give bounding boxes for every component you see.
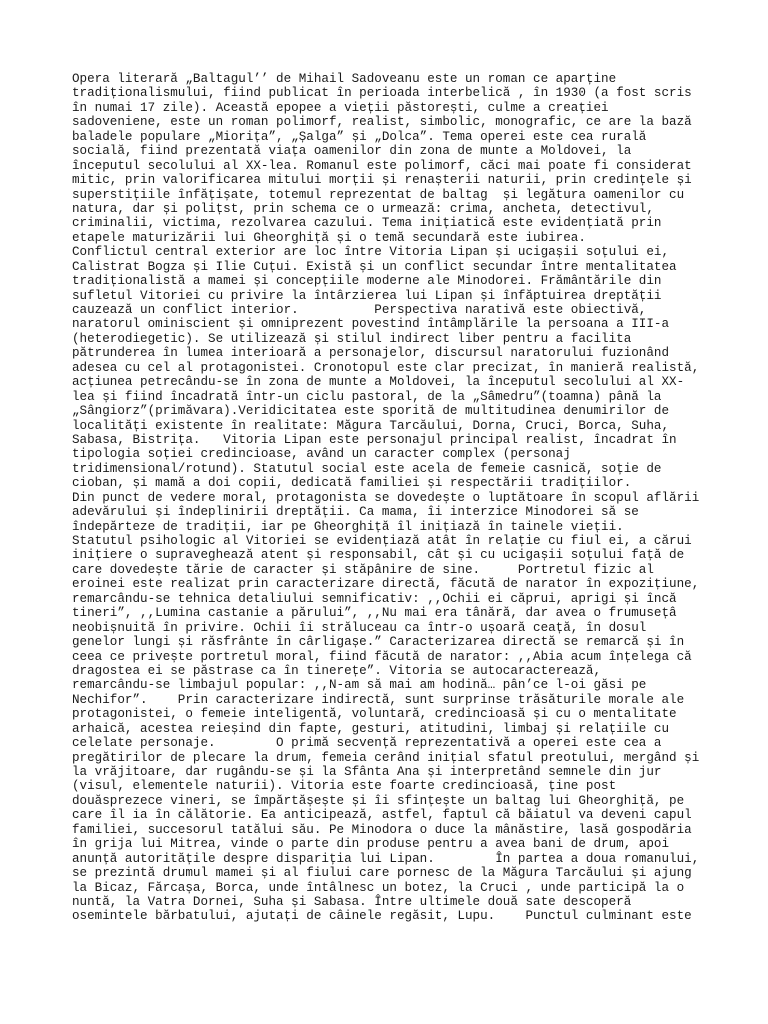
text-line: etapele maturizării lui Gheorghiță și o temă secundară este iubirea. [72,230,586,245]
text-line: natura, dar și polițst, prin schema ce o urmează: crima, ancheta, detectivul, [72,201,654,216]
text-line: remarcându-se tehnica detaliului semnificativ: ,,Ochii ei căprui, aprigi și încă [72,591,677,606]
text-line: în numai 17 zile). Această epopee a vieții păstorești, culme a creației [72,100,609,115]
text-line: eroinei este realizat prin caracterizare directă, făcută de narator în expozițiune, [72,577,700,592]
text-line: nuntă, la Vatra Dornei, Suha și Sabasa. Între ultimele două sate descoperă [72,894,632,909]
text-line: osemintele bărbatului, ajutați de câinele regăsit, Lupu. Punctul culminant este [72,909,692,924]
text-line: genelor lungi și răsfrânte în cârligașe.” Caracterizarea directă se remarcă și în [72,635,685,650]
text-line: douăsprezece vineri, se împărtășește și îi sfințește un baltag lui Gheorghiță, pe [72,793,685,808]
text-line: cioban, și mamă a doi copii, dedicată familiei și respectării tradițiilor. [72,476,632,491]
document-body-text [72,72,712,924]
text-line: naratorul ominiscient și omniprezent povestind întâmplările la persoana a III-a [72,317,670,332]
text-line: criminalii, victima, rezolvarea cazului. Tema inițiatică este evidențiată prin [72,216,662,231]
text-line: Sabasa, Bistrița. Vitoria Lipan este personajul principal realist, încadrat în [72,432,677,447]
text-line: tradiționalistă a mamei și concepțiile moderne ale Minodorei. Frământările din [72,274,662,289]
text-line: se prezintă drumul mamei și al fiului care pornesc de la Măgura Tarcăului și ajung [72,866,692,881]
text-line: tradiționalismului, fiind publicat în perioada interbelică , în 1930 (a fost scris [72,86,692,101]
text-line: inițiere o supraveghează atent și responsabil, cât și cu ucigașii soțului față de [72,548,685,563]
text-line: dragostea ei se păstrase ca în tinerețe”. Vitoria se autocaracterează, [72,663,602,678]
text-line: cauzează un conflict interior. Perspectiva narativă este obiectivă, [72,303,647,317]
text-line: Nechifor”. Prin caracterizare indirectă, sunt surprinse trăsăturile morale ale [72,692,685,707]
text-line: Opera literară „Baltagul’’ de Mihail Sadoveanu este un roman ce aparține [72,72,617,86]
text-line: ceea ce privește portretul moral, fiind făcută de narator: ,,Abia acum înțelega că [72,649,692,664]
text-line: Conflictul central exterior are loc între Vitoria Lipan și ucigașii soțului ei, [72,245,670,260]
text-line: anunță autoritățile despre dispariția lui Lipan. În partea a doua romanului, [72,851,700,866]
text-line: pătrunderea în lumea interioară a personajelor, discursul naratorului fuzionând [72,346,670,361]
text-line: neobișnuită în privire. Ochii îi străluceau ca într-o ușoară ceață, în dosul [72,620,647,635]
text-line: protagonistei, o femeie inteligentă, voluntară, credincioasă și cu o mentalitate [72,707,677,722]
text-line: adesea cu cel al protagonistei. Cronotopul este clar precizat, în manieră realistă, [72,360,700,375]
text-line: (visul, elementele naturii). Vitoria este foarte credincioasă, ține post [72,779,617,794]
text-line: tridimensional/rotund). Statutul social este acela de femeie casnică, soție de [72,461,662,476]
text-line: localități existente în realitate: Măgura Tarcăului, Dorna, Cruci, Borca, Suha, [72,418,670,433]
text-line: sufletul Vitoriei cu privire la întârzierea lui Lipan și înfăptuirea dreptății [72,288,662,303]
text-line: celelate personaje. O primă secvență reprezentativă a operei este cea a [72,736,662,751]
text-line: socială, fiind prezentată viața oamenilor din zona de munte a Moldovei, la [72,144,632,159]
text-line: tineri”, ,,Lumina castanie a părului”, ,,Nu mai era tânără, dar avea o frumusețâ [72,606,677,621]
text-line: pregătirilor de plecare la drum, femeia cerând inițial sfatul preotului, mergând și [72,750,700,765]
text-line: sadoveniene, este un roman polimorf, realist, simbolic, monografic, ce are la bază [72,115,692,130]
text-line: arhaică, acestea reieșind din fapte, gesturi, atitudini, limbaj și relațiile cu [72,721,670,736]
text-line: care dovedește tărie de caracter și stăpânire de sine. Portretul fizic al [72,562,654,577]
text-line: Statutul psihologic al Vitoriei se evidențiază atât în relație cu fiul ei, a cărui [72,534,692,548]
text-line: la vrăjitoare, dar rugându-se și la Sfânta Ana și interpretând semnele din jur [72,765,662,779]
text-line: îndepărteze de tradiții, iar pe Gheorghiță îl inițiază în tainele vieții. [72,519,624,534]
text-line: Din punct de vedere moral, protagonista se dovedește o luptătoare în scopul aflării [72,490,700,505]
text-line: începutul secolului al XX-lea. Romanul este polimorf, căci mai poate fi considerat [72,158,692,173]
text-line: adevărului și îndeplinirii dreptății. Ca mama, îi interzice Minodorei să se [72,505,639,520]
text-line: baladele populare „Miorița”, „Șalga” și „Dolca”. Tema operei este cea rurală [72,129,647,144]
text-line: tipologia soției credincioase, având un caracter complex (personaj [72,447,571,462]
text-line: „Sângiorz”(primăvara).Veridicitatea este sporită de multitudinea denumirilor de [72,404,670,419]
text-line: remarcându-se limbajul popular: ,,N-am să mai am hodină… pân’ce l-oi găsi pe [72,678,647,693]
text-line: mitic, prin valorificarea mitului morții și renașterii naturii, prin credințele și [72,173,692,188]
text-line: la Bicaz, Fărcașa, Borca, unde întâlnesc un botez, la Cruci , unde participă la o [72,880,685,895]
text-line: (heterodiegetic). Se utilizează și stilul indirect liber pentru a facilita [72,331,632,346]
text-line: superstițiile înfățișate, totemul reprezentat de baltag și legătura oamenilor cu [72,187,685,202]
text-line: în grija lui Mitrea, vinde o parte din produse pentru a avea bani de drum, apoi [72,837,670,852]
text-line: care îl ia în călătorie. Ea anticipează, astfel, faptul că băiatul va deveni capul [72,808,692,823]
text-line: Calistrat Bogza și Ilie Cuțui. Există și un conflict secundar între mentalitatea [72,259,677,274]
text-line: acțiunea petrecându-se în zona de munte a Moldovei, la începutul secolului al XX- [72,375,685,390]
text-line: familiei, succesorul tatălui său. Pe Minodora o duce la mânăstire, lasă gospodăria [72,822,692,837]
text-line: lea și fiind încadrată într-un ciclu pastoral, de la „Sâmedru”(toamna) până la [72,389,662,404]
